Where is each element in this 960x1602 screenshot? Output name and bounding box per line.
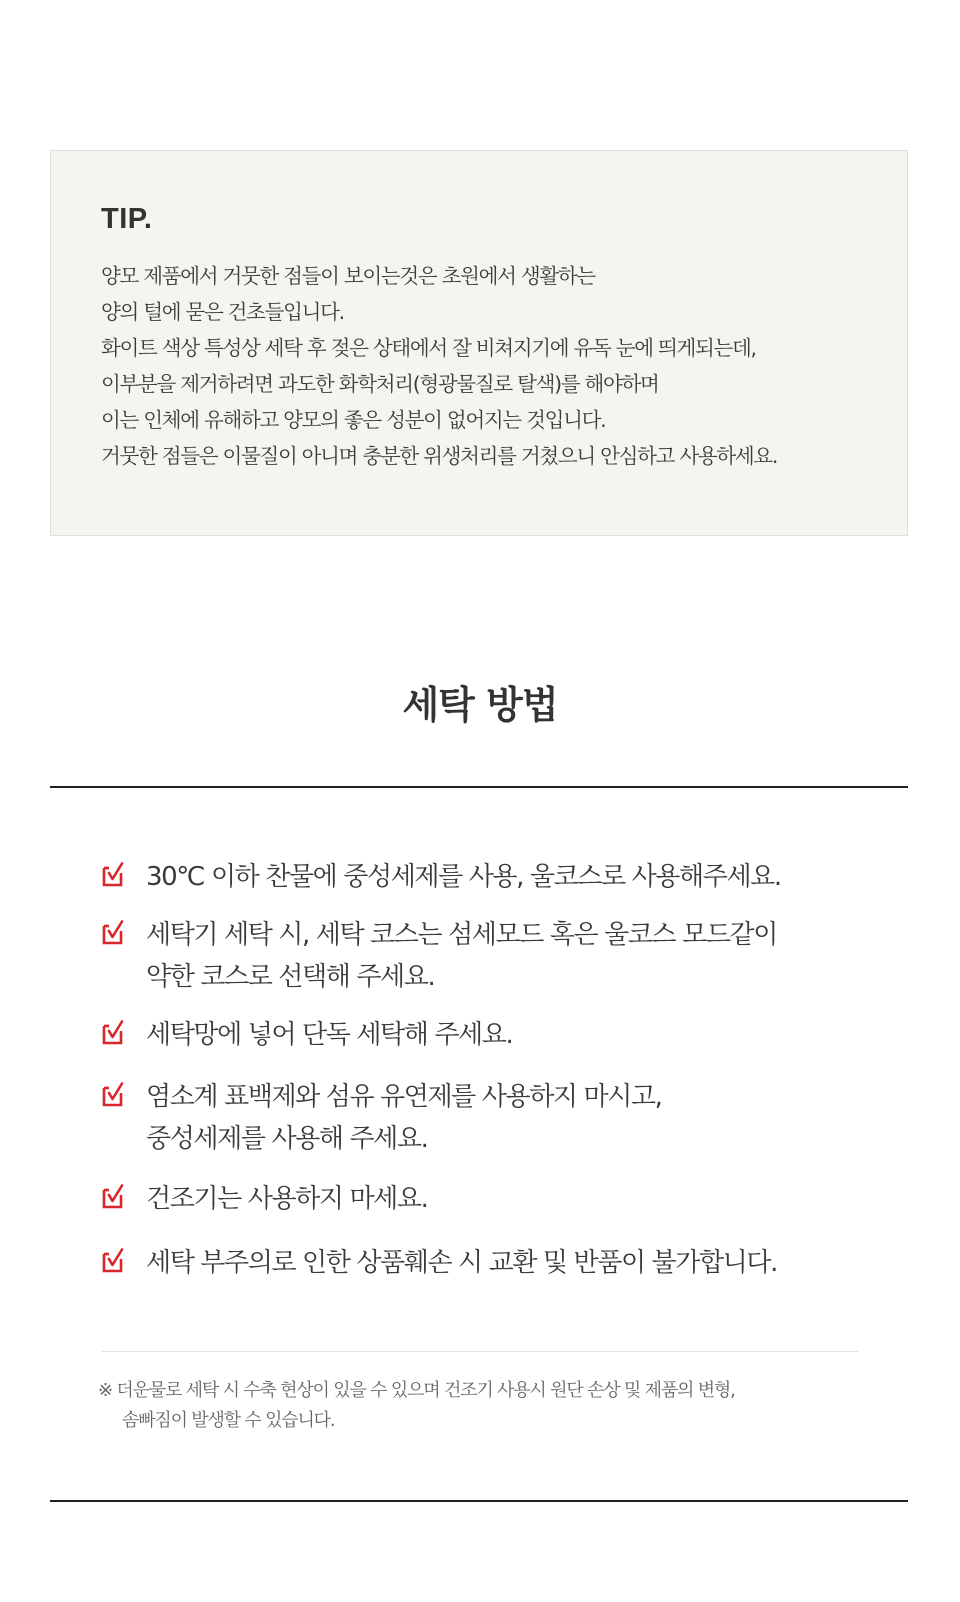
tip-text bbox=[101, 258, 777, 474]
check-box-icon bbox=[100, 1020, 126, 1046]
caution-note bbox=[98, 1376, 735, 1436]
instruction-text bbox=[146, 1242, 777, 1284]
instruction-line: 세탁 부주의로 인한 상품훼손 시 교환 및 반품이 불가합니다. bbox=[146, 1248, 777, 1278]
caution-note-line: ※ 더운물로 세탁 시 수축 현상이 있을 수 있으며 건조기 사용시 원단 손상 및 제품의 변형, bbox=[98, 1380, 735, 1401]
instruction-line: 중성세제를 사용해 주세요. bbox=[146, 1124, 428, 1154]
washing-method-title: 세탁 방법 bbox=[402, 683, 558, 727]
instruction-text bbox=[146, 1014, 512, 1056]
note-divider bbox=[102, 1351, 858, 1352]
tip-line: 이는 인체에 유해하고 양모의 좋은 성분이 없어지는 것입니다. bbox=[101, 408, 606, 432]
tip-line: 화이트 색상 특성상 세탁 후 젖은 상태에서 잘 비쳐지기에 유독 눈에 띄게되는데, bbox=[101, 336, 756, 360]
check-box-icon bbox=[100, 1082, 126, 1108]
instruction-text bbox=[146, 1076, 662, 1160]
tip-line: 거뭇한 점들은 이물질이 아니며 충분한 위생처리를 거쳤으니 안심하고 사용하세요. bbox=[101, 444, 778, 468]
tip-box bbox=[50, 150, 908, 536]
section-divider-bottom bbox=[50, 1500, 908, 1502]
section-divider-top bbox=[50, 786, 908, 788]
check-box-icon bbox=[100, 920, 126, 946]
check-box-icon bbox=[100, 862, 126, 888]
instruction-line: 약한 코스로 선택해 주세요. bbox=[146, 962, 435, 992]
instruction-line: 건조기는 사용하지 마세요. bbox=[146, 1184, 428, 1214]
tip-line: 양모 제품에서 거뭇한 점들이 보이는것은 초원에서 생활하는 bbox=[101, 264, 595, 288]
check-box-icon bbox=[100, 1184, 126, 1210]
instruction-line: 30℃ 이하 찬물에 중성세제를 사용, 울코스로 사용해주세요. bbox=[146, 862, 781, 892]
instruction-line: 염소계 표백제와 섬유 유연제를 사용하지 마시고, bbox=[146, 1082, 662, 1112]
tip-title: TIP. bbox=[101, 203, 153, 235]
caution-note-line: 솜빠짐이 발생할 수 있습니다. bbox=[122, 1410, 335, 1431]
instruction-text bbox=[146, 914, 777, 998]
instruction-text bbox=[146, 856, 781, 898]
instruction-line: 세탁망에 넣어 단독 세탁해 주세요. bbox=[146, 1020, 513, 1050]
instruction-line: 세탁기 세탁 시, 세탁 코스는 섬세모드 혹은 울코스 모드같이 bbox=[146, 920, 777, 950]
check-box-icon bbox=[100, 1248, 126, 1274]
tip-line: 양의 털에 묻은 건초들입니다. bbox=[101, 300, 344, 324]
tip-line: 이부분을 제거하려면 과도한 화학처리(형광물질로 탈색)를 해야하며 bbox=[101, 372, 659, 396]
instruction-text bbox=[146, 1178, 427, 1220]
